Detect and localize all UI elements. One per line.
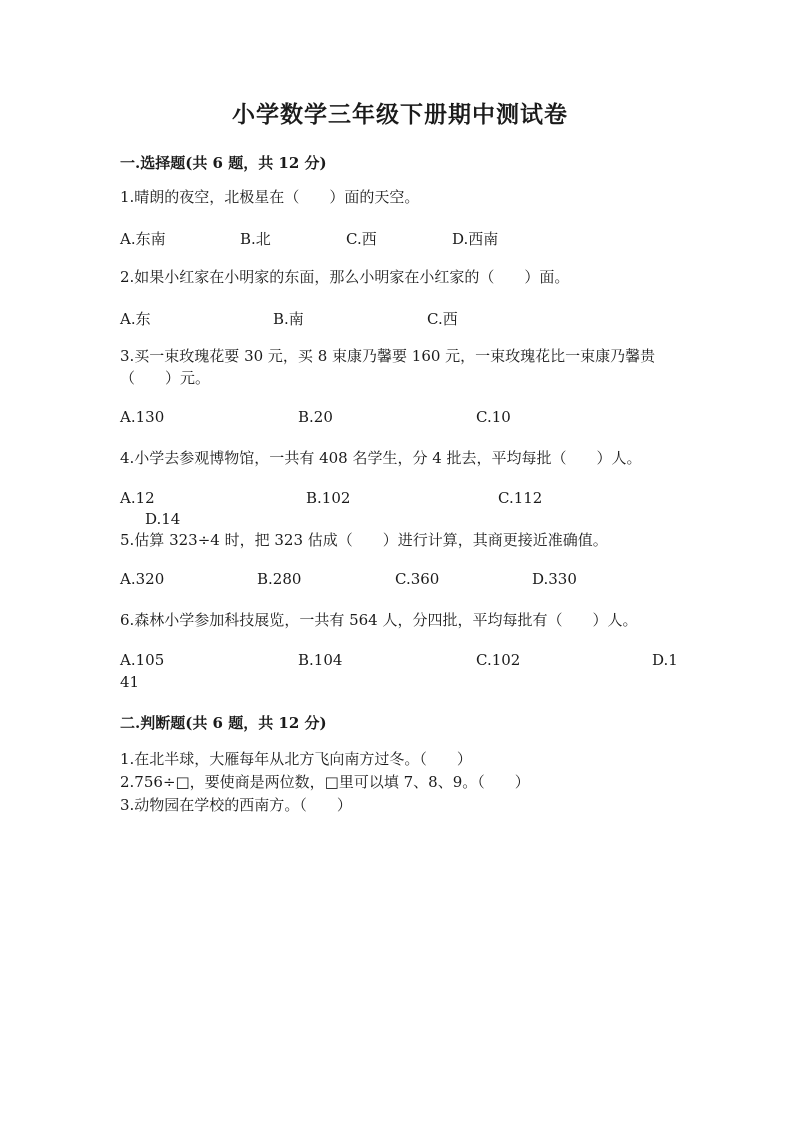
section-heading-choice: 一.选择题(共 6 题，共 12 分) <box>120 154 327 172</box>
q3-option-a: A.130 <box>120 408 165 426</box>
q2-option-b: B.南 <box>273 310 304 328</box>
q4-option-b: B.102 <box>306 489 351 507</box>
question-6: 6.森林小学参加科技展览，一共有 564 人，分四批，平均每批有（ ）人。 <box>120 611 638 629</box>
q4-option-a: A.12 <box>120 489 155 507</box>
q1-option-b: B.北 <box>240 230 271 248</box>
q6-option-a: A.105 <box>120 651 165 669</box>
question-1: 1.晴朗的夜空，北极星在（ ）面的天空。 <box>120 188 420 206</box>
judgement-question-1: 1.在北半球，大雁每年从北方飞向南方过冬。（ ） <box>120 750 472 768</box>
q6-option-d-continued: 41 <box>120 673 140 691</box>
judgement-question-3: 3.动物园在学校的西南方。（ ） <box>120 796 352 814</box>
question-5: 5.估算 323÷4 时，把 323 估成（ ）进行计算，其商更接近准确值。 <box>120 531 608 549</box>
question-2: 2.如果小红家在小明家的东面，那么小明家在小红家的（ ）面。 <box>120 268 570 286</box>
q5-option-a: A.320 <box>120 570 165 588</box>
page-title: 小学数学三年级下册期中测试卷 <box>232 101 568 128</box>
q2-option-c: C.西 <box>427 310 458 328</box>
q5-option-c: C.360 <box>395 570 440 588</box>
q1-option-c: C.西 <box>346 230 377 248</box>
section-heading-judgement: 二.判断题(共 6 题，共 12 分) <box>120 714 327 732</box>
q6-option-b: B.104 <box>298 651 343 669</box>
q4-option-d: D.14 <box>145 510 181 528</box>
question-3: 3.买一束玫瑰花要 30 元，买 8 束康乃馨要 160 元，一束玫瑰花比一束康乃馨贵（ ）元。 <box>120 347 656 387</box>
q6-option-c: C.102 <box>476 651 521 669</box>
q6-option-d: D.1 <box>652 651 678 669</box>
judgement-question-2: 2.756÷□，要使商是两位数，□里可以填 7、8、9。（ ） <box>120 773 530 791</box>
q3-option-c: C.10 <box>476 408 511 426</box>
q4-option-c: C.112 <box>498 489 543 507</box>
q2-option-a: A.东 <box>120 310 151 328</box>
q5-option-d: D.330 <box>532 570 577 588</box>
q1-option-d: D.西南 <box>452 230 499 248</box>
q1-option-a: A.东南 <box>120 230 166 248</box>
q3-option-b: B.20 <box>298 408 333 426</box>
q5-option-b: B.280 <box>257 570 302 588</box>
question-4: 4.小学去参观博物馆，一共有 408 名学生，分 4 批去，平均每批（ ）人。 <box>120 449 642 467</box>
